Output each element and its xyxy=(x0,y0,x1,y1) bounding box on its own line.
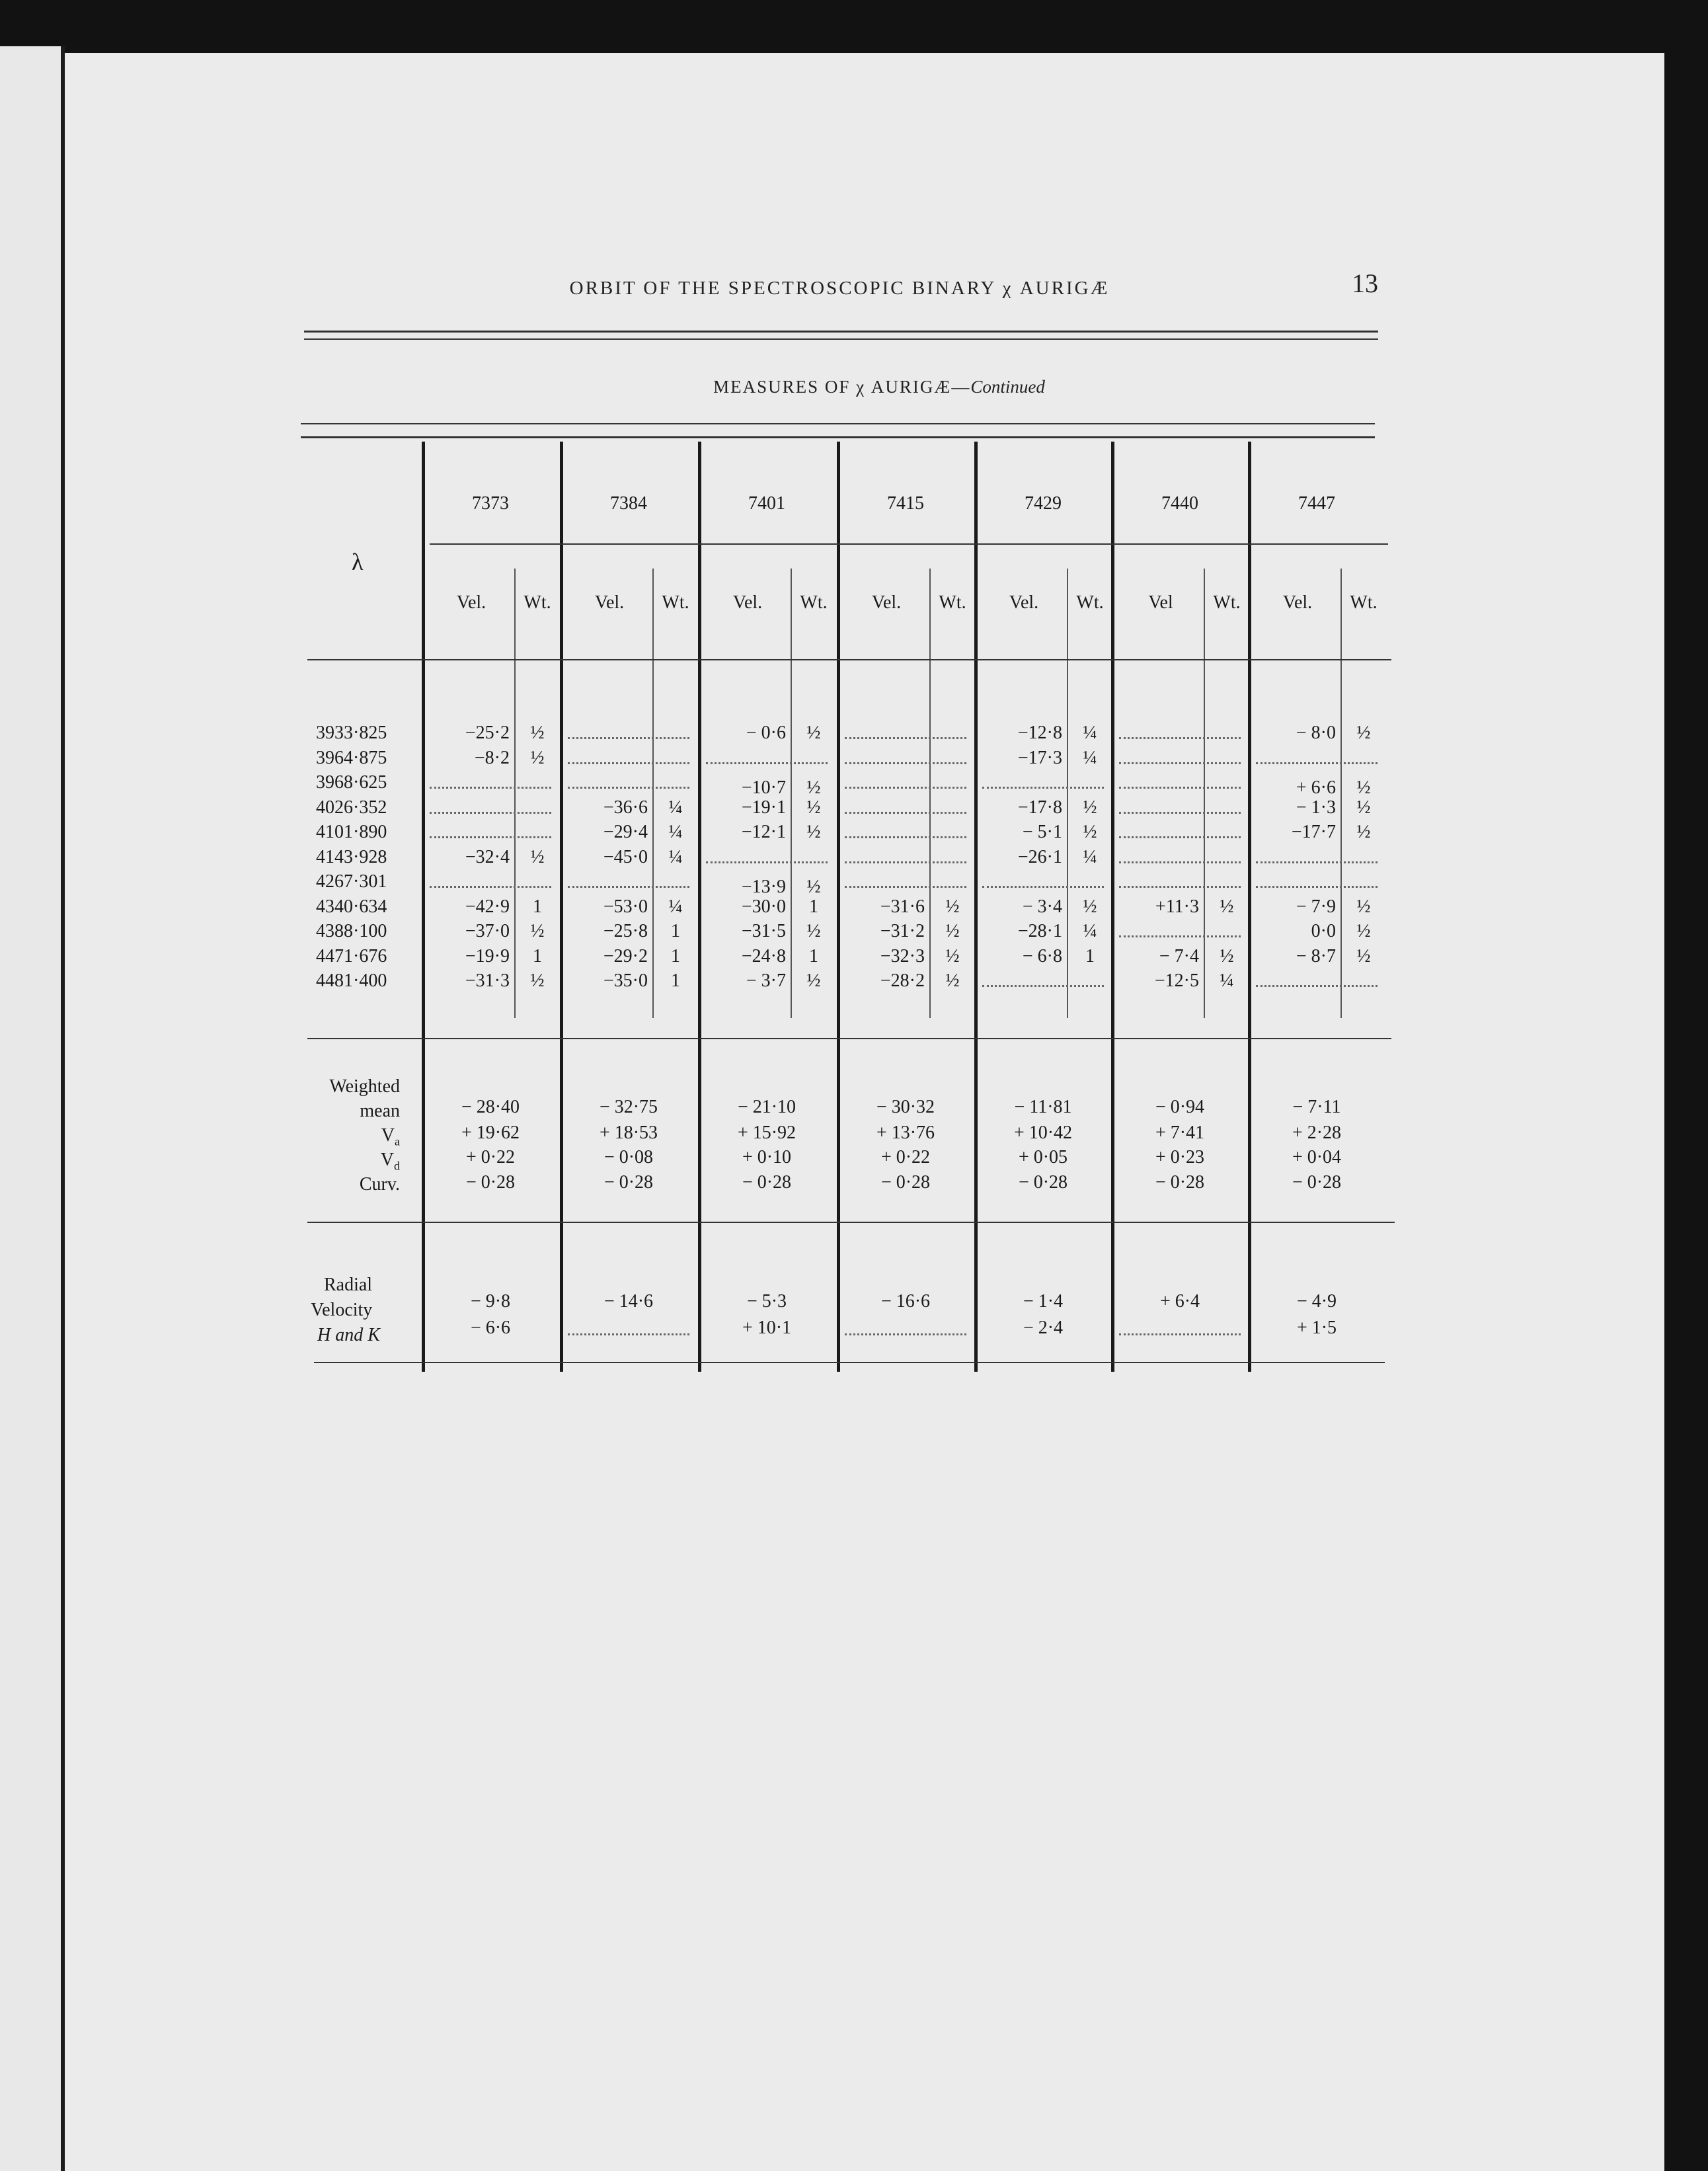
wavelength-7: 4340·634 xyxy=(316,896,387,917)
plate-number: 7440 xyxy=(1161,493,1198,514)
velocity-value: −24·8 xyxy=(741,945,786,967)
weight-value: ½ xyxy=(1356,723,1371,743)
summary-label: mean xyxy=(360,1101,400,1121)
summary-value: − 7·11 xyxy=(1292,1097,1341,1117)
weight-value: ½ xyxy=(530,970,545,991)
velocity-value: − 8·7 xyxy=(1296,945,1336,967)
velocity-value: − 5·1 xyxy=(1022,822,1062,842)
empty-leader xyxy=(568,1333,689,1335)
empty-leader xyxy=(430,836,551,838)
velocity-value: −25·2 xyxy=(465,723,510,743)
weight-value: ½ xyxy=(1083,822,1097,842)
velocity-value: −19·9 xyxy=(465,945,510,967)
wt-header: Wt. xyxy=(1350,592,1378,613)
weight-value: 1 xyxy=(1085,945,1095,967)
summary-value: − 0·28 xyxy=(603,1172,654,1193)
velocity-value: + 6·6 xyxy=(1296,777,1336,798)
weight-value: ¼ xyxy=(668,896,683,917)
weight-value: ½ xyxy=(806,970,821,991)
empty-leader xyxy=(845,886,966,888)
velocity-value: −32·3 xyxy=(880,945,925,967)
summary-value: + 0·23 xyxy=(1155,1147,1205,1167)
weight-value: ½ xyxy=(945,970,960,991)
summary-value: − 0·28 xyxy=(465,1172,516,1193)
header-rule-bottom xyxy=(304,338,1378,340)
weight-value: ½ xyxy=(945,921,960,941)
velocity-value: −8·2 xyxy=(474,747,510,768)
empty-leader xyxy=(1119,886,1241,888)
plate-number: 7401 xyxy=(748,493,785,514)
velocity-value: − 0·6 xyxy=(746,723,786,743)
summary-value: + 0·22 xyxy=(465,1147,516,1167)
wavelength-5: 4143·928 xyxy=(316,846,387,867)
weight-value: ½ xyxy=(1356,777,1371,798)
velocity-value: − 3·7 xyxy=(746,970,786,991)
plate-number: 7429 xyxy=(1025,493,1062,514)
plate-number: 7415 xyxy=(887,493,924,514)
empty-leader xyxy=(1119,1333,1241,1335)
weight-value: ½ xyxy=(530,921,545,941)
radial-velocity-value: − 5·3 xyxy=(746,1291,787,1312)
summary-value: + 19·62 xyxy=(461,1123,520,1143)
weight-value: ½ xyxy=(806,877,821,897)
summary-value: − 28·40 xyxy=(461,1097,520,1117)
wavelength-3: 4026·352 xyxy=(316,797,387,818)
vel-header: Vel. xyxy=(871,592,902,613)
weight-value: ¼ xyxy=(1083,846,1097,867)
radial-velocity-value: − 1·4 xyxy=(1023,1291,1064,1312)
empty-leader xyxy=(845,762,966,764)
weight-value: ½ xyxy=(1220,896,1234,917)
summary-value: + 0·05 xyxy=(1018,1147,1068,1167)
radial-velocity-value: + 1·5 xyxy=(1296,1318,1337,1338)
radial-velocity-value: − 9·8 xyxy=(470,1291,511,1312)
weight-value: ½ xyxy=(1356,945,1371,967)
wavelength-10: 4481·400 xyxy=(316,970,387,991)
weight-value: ½ xyxy=(806,723,821,743)
wavelength-1: 3964·875 xyxy=(316,747,387,768)
summary-value: + 13·76 xyxy=(876,1123,935,1143)
weight-value: ¼ xyxy=(1083,723,1097,743)
radial-velocity-value: − 6·6 xyxy=(470,1318,511,1338)
empty-leader xyxy=(1256,762,1378,764)
velocity-value: − 7·9 xyxy=(1296,896,1336,917)
velocity-value: − 8·0 xyxy=(1296,723,1336,743)
radial-label: H and K xyxy=(317,1325,380,1345)
empty-leader xyxy=(1119,737,1241,739)
velocity-value: −53·0 xyxy=(603,896,648,917)
wt-header: Wt. xyxy=(662,592,689,613)
velocity-value: − 6·8 xyxy=(1022,945,1062,967)
weight-value: ½ xyxy=(806,777,821,798)
table-rule-top xyxy=(301,423,1375,424)
weight-value: ½ xyxy=(1356,822,1371,842)
velocity-value: −10·7 xyxy=(741,777,786,798)
weight-value: ½ xyxy=(945,945,960,967)
empty-leader xyxy=(568,886,689,888)
wavelength-4: 4101·890 xyxy=(316,822,387,842)
weight-value: ½ xyxy=(1083,797,1097,818)
weight-value: 1 xyxy=(671,970,680,991)
velocity-value: −28·2 xyxy=(880,970,925,991)
weight-value: ¼ xyxy=(668,797,683,818)
wt-header: Wt. xyxy=(1076,592,1104,613)
velocity-value: −37·0 xyxy=(465,921,510,941)
velocity-value: −28·1 xyxy=(1017,921,1062,941)
wavelength-0: 3933·825 xyxy=(316,723,387,743)
summary-value: − 0·28 xyxy=(880,1172,931,1193)
weight-value: ¼ xyxy=(668,822,683,842)
weight-value: ¼ xyxy=(1083,747,1097,768)
empty-leader xyxy=(845,861,966,863)
summary-value: + 2·28 xyxy=(1292,1123,1342,1143)
velocity-value: −19·1 xyxy=(741,797,786,818)
table-bottom-rule xyxy=(314,1362,1385,1363)
vel-header: Vel. xyxy=(732,592,763,613)
velocity-value: −31·2 xyxy=(880,921,925,941)
summary-value: − 0·94 xyxy=(1155,1097,1205,1117)
summary-label: Curv. xyxy=(359,1174,400,1195)
weight-value: ½ xyxy=(530,846,545,867)
summary-value: + 0·10 xyxy=(742,1147,792,1167)
radial-label: Radial xyxy=(324,1275,373,1295)
empty-leader xyxy=(1256,886,1378,888)
velocity-value: − 1·3 xyxy=(1296,797,1336,818)
wt-header: Wt. xyxy=(800,592,828,613)
velocity-value: −12·5 xyxy=(1154,970,1199,991)
radial-velocity-value: + 10·1 xyxy=(742,1318,792,1338)
wt-header: Wt. xyxy=(1213,592,1241,613)
velocity-value: −26·1 xyxy=(1017,846,1062,867)
weight-value: 1 xyxy=(533,896,542,917)
velocity-value: − 7·4 xyxy=(1159,945,1199,967)
weight-value: ½ xyxy=(530,747,545,768)
empty-leader xyxy=(982,787,1104,789)
empty-leader xyxy=(1119,812,1241,814)
velocity-value: −31·6 xyxy=(880,896,925,917)
empty-leader xyxy=(845,812,966,814)
summary-value: + 15·92 xyxy=(737,1123,796,1143)
velocity-value: −17·8 xyxy=(1017,797,1062,818)
weight-value: ½ xyxy=(1356,921,1371,941)
summary-value: + 7·41 xyxy=(1155,1123,1205,1143)
vel-header: Vel. xyxy=(594,592,625,613)
wavelength-6: 4267·301 xyxy=(316,871,387,892)
empty-leader xyxy=(982,886,1104,888)
empty-leader xyxy=(568,737,689,739)
weight-value: 1 xyxy=(809,945,818,967)
velocity-value: −25·8 xyxy=(603,921,648,941)
velocity-value: −17·7 xyxy=(1291,822,1336,842)
summary-label: $V_a$ xyxy=(381,1125,400,1148)
velocity-value: −32·4 xyxy=(465,846,510,867)
header-underline xyxy=(307,659,1391,660)
weight-value: ½ xyxy=(530,723,545,743)
weight-value: ¼ xyxy=(668,846,683,867)
velocity-value: −30·0 xyxy=(741,896,786,917)
weight-value: ½ xyxy=(945,896,960,917)
vel-header: Vel. xyxy=(1009,592,1039,613)
velocity-value: −29·4 xyxy=(603,822,648,842)
empty-leader xyxy=(1256,985,1378,987)
data-underline xyxy=(307,1038,1391,1039)
wt-header: Wt. xyxy=(939,592,966,613)
velocity-value: −35·0 xyxy=(603,970,648,991)
summary-value: − 0·28 xyxy=(1018,1172,1068,1193)
empty-leader xyxy=(430,812,551,814)
empty-leader xyxy=(568,762,689,764)
velocity-value: −31·5 xyxy=(741,921,786,941)
table-rule-bottom xyxy=(301,436,1375,438)
radial-velocity-value: + 6·4 xyxy=(1159,1291,1200,1312)
velocity-value: −12·8 xyxy=(1017,723,1062,743)
summary-value: − 0·28 xyxy=(1292,1172,1342,1193)
header-rule-top xyxy=(304,331,1378,333)
summary-label: Weighted xyxy=(329,1076,400,1097)
empty-leader xyxy=(982,985,1104,987)
empty-leader xyxy=(1119,762,1241,764)
velocity-value: − 3·4 xyxy=(1022,896,1062,917)
facing-page-edge xyxy=(0,46,65,2171)
radial-velocity-value: − 2·4 xyxy=(1023,1318,1064,1338)
weight-value: ½ xyxy=(1356,896,1371,917)
weight-value: ½ xyxy=(1220,945,1234,967)
velocity-value: −36·6 xyxy=(603,797,648,818)
summary-value: − 21·10 xyxy=(737,1097,796,1117)
summary-value: + 0·22 xyxy=(880,1147,931,1167)
empty-leader xyxy=(706,762,828,764)
weight-value: ½ xyxy=(806,822,821,842)
running-title: ORBIT OF THE SPECTROSCOPIC BINARY χ AURIGÆ xyxy=(569,278,1110,299)
empty-leader xyxy=(845,737,966,739)
weight-value: ¼ xyxy=(1083,921,1097,941)
empty-leader xyxy=(1256,861,1378,863)
velocity-value: +11·3 xyxy=(1155,896,1199,917)
summary-value: − 11·81 xyxy=(1014,1097,1072,1117)
vel-header: Vel. xyxy=(1282,592,1313,613)
radial-label: Velocity xyxy=(311,1300,373,1320)
empty-leader xyxy=(1119,787,1241,789)
summary-value: − 30·32 xyxy=(876,1097,935,1117)
wavelength-9: 4471·676 xyxy=(316,945,387,967)
plate-number: 7447 xyxy=(1298,493,1335,514)
summary-value: − 32·75 xyxy=(599,1097,658,1117)
radial-velocity-value: − 14·6 xyxy=(603,1291,654,1312)
velocity-value: −29·2 xyxy=(603,945,648,967)
table-title: MEASURES OF χ AURIGÆ—Continued xyxy=(713,377,1045,397)
weight-value: 1 xyxy=(533,945,542,967)
vel-header: Vel. xyxy=(456,592,486,613)
weight-value: ¼ xyxy=(1220,970,1234,991)
summary-value: − 0·28 xyxy=(1155,1172,1205,1193)
plate-number: 7384 xyxy=(610,493,647,514)
wavelength-8: 4388·100 xyxy=(316,921,387,941)
plate-number: 7373 xyxy=(472,493,509,514)
empty-leader xyxy=(845,1333,966,1335)
velocity-value: −17·3 xyxy=(1017,747,1062,768)
empty-leader xyxy=(1119,836,1241,838)
empty-leader xyxy=(430,886,551,888)
weight-value: 1 xyxy=(809,896,818,917)
summary-value: + 10·42 xyxy=(1013,1123,1073,1143)
velocity-value: −13·9 xyxy=(741,877,786,897)
summary-subscript: d xyxy=(394,1159,400,1173)
weight-value: ½ xyxy=(806,921,821,941)
summary-value: + 0·04 xyxy=(1292,1147,1342,1167)
wavelength-2: 3968·625 xyxy=(316,772,387,793)
velocity-value: −12·1 xyxy=(741,822,786,842)
wt-header: Wt. xyxy=(524,592,551,613)
weight-value: ½ xyxy=(806,797,821,818)
empty-leader xyxy=(1119,861,1241,863)
velocity-value: −42·9 xyxy=(465,896,510,917)
summary-label: $V_d$ xyxy=(380,1150,400,1173)
summary-value: − 0·28 xyxy=(742,1172,792,1193)
weight-value: 1 xyxy=(671,945,680,967)
empty-leader xyxy=(706,861,828,863)
weight-value: ½ xyxy=(1356,797,1371,818)
velocity-value: −31·3 xyxy=(465,970,510,991)
summary-subscript: a xyxy=(395,1134,400,1148)
empty-leader xyxy=(845,787,966,789)
lambda-header: λ xyxy=(352,549,364,575)
radial-velocity-value: − 4·9 xyxy=(1296,1291,1337,1312)
weight-value: ½ xyxy=(1083,896,1097,917)
velocity-value: 0·0 xyxy=(1311,921,1336,941)
summary-value: + 18·53 xyxy=(599,1123,658,1143)
empty-leader xyxy=(568,787,689,789)
empty-leader xyxy=(430,787,551,789)
page-number: 13 xyxy=(1352,268,1378,298)
weight-value: 1 xyxy=(671,921,680,941)
summary-value: − 0·08 xyxy=(603,1147,654,1167)
radial-velocity-value: − 16·6 xyxy=(880,1291,931,1312)
empty-leader xyxy=(845,836,966,838)
vel-header: Vel xyxy=(1148,592,1173,613)
empty-leader xyxy=(1119,935,1241,937)
plate-underline xyxy=(430,543,1388,545)
summary-underline xyxy=(307,1222,1395,1223)
velocity-value: −45·0 xyxy=(603,846,648,867)
